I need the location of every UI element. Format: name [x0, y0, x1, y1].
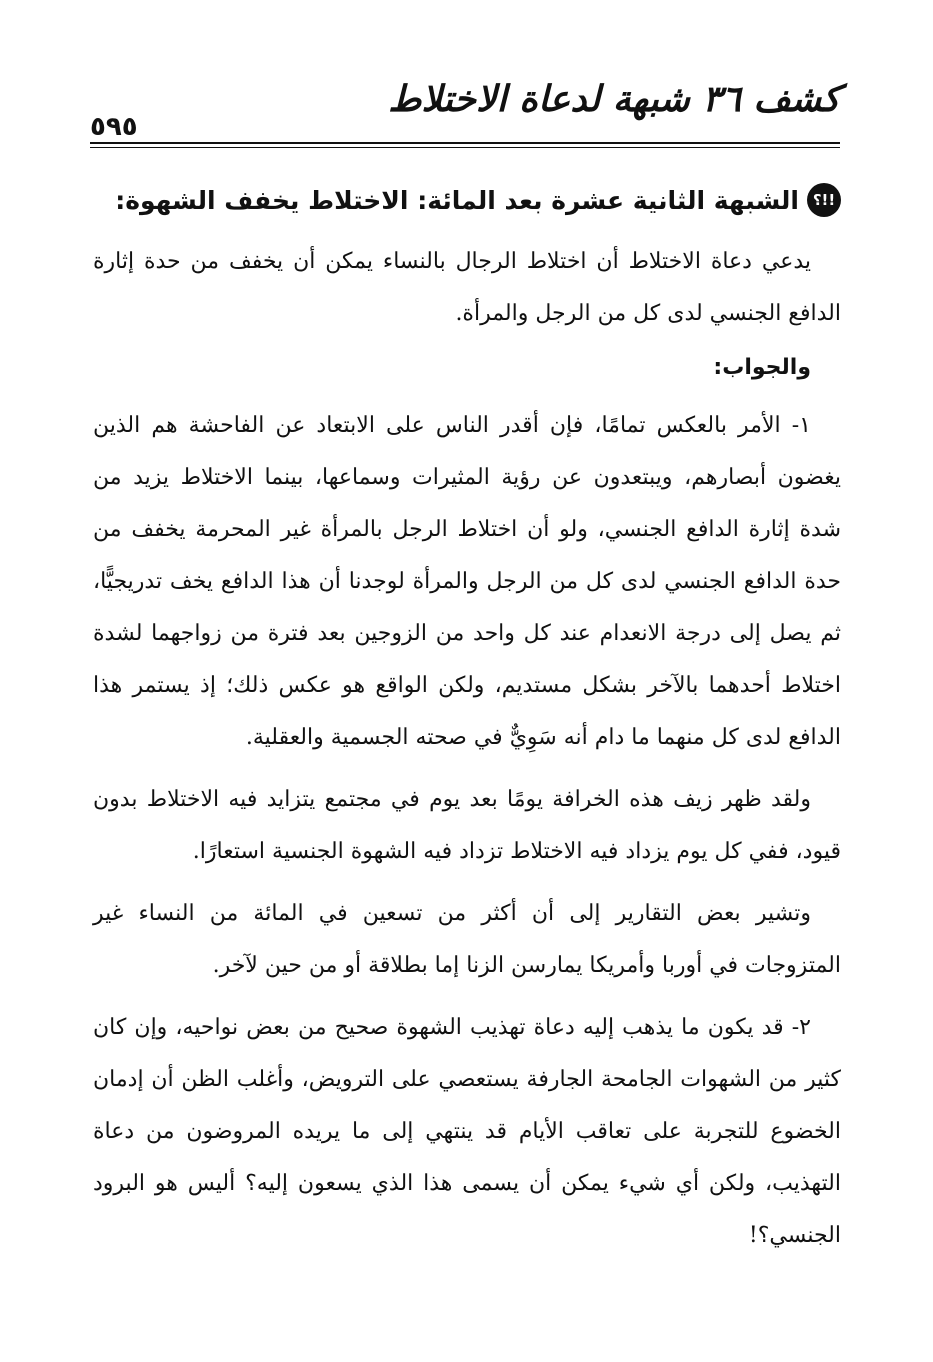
answer-label: والجواب: — [713, 355, 811, 380]
section-title: الشبهة الثانية عشرة بعد المائة: الاختلاط يخفف الشهوة: — [115, 185, 799, 215]
page-number: ٥٩٥ — [90, 112, 138, 142]
body-text — [93, 236, 841, 1262]
claim-paragraph: يدعي دعاة الاختلاط أن اختلاط الرجال بالنساء يمكن أن يخفف من حدة إثارة الدافع الجنسي لدى كل من الرجل والمرأة. — [93, 249, 841, 326]
point-1-paragraph: ١- الأمر بالعكس تمامًا، فإن أقدر الناس على الابتعاد عن الفاحشة هم الذين يغضون أبصارهم، ويبتعدون عن رؤية المثيرات وسماعها، بينما الاختلاط يزيد من شدة إثارة الدافع الجنسي، ولو أن اختلاط الرجل بالمرأة غير المحرمة يخفف من حدة الدافع الجنسي لدى كل من الرجل والمرأة لوجدنا أن هذا الدافع يخف تدريجيًّا، ثم يصل إلى درجة الانعدام عند كل واحد من الزوجين بعد فترة من زواجهما لشدة اختلاط أحدهما بالآخر بشكل مستديم، ولكن الواقع هو عكس ذلك؛ إذ يستمر هذا الدافع لدى كل منهما ما دام أنه سَوِيٌّ في صحته الجسمية والعقلية. — [93, 413, 841, 750]
question-badge-icon: !!؟ — [807, 183, 841, 217]
point-2-paragraph: ٢- قد يكون ما يذهب إليه دعاة تهذيب الشهوة صحيح من بعض نواحيه، وإن كان كثير من الشهوات الجامحة الجارفة يستعصي على الترويض، وأغلب الظن أن إدمان الخضوع للتجربة على تعاقب الأيام قد ينتهي إلى ما يريده المروضون من دعاة التهذيب، ولكن أي شيء يمكن أن يسمى هذا الذي يسعون إليه؟ أليس هو البرود الجنسي؟! — [93, 1015, 841, 1248]
book-title: كشف ٣٦ شبهة لدعاة الاختلاط — [388, 78, 840, 120]
paragraph-2: ولقد ظهر زيف هذه الخرافة يومًا بعد يوم في مجتمع يتزايد فيه الاختلاط بدون قيود، ففي كل يوم يزداد فيه الاختلاط تزداد فيه الشهوة الجنسية استعارًا. — [93, 787, 841, 864]
header-rule — [90, 142, 840, 144]
paragraph-3: وتشير بعض التقارير إلى أن أكثر من تسعين في المائة من النساء غير المتزوجات في أوربا وأمريكا يمارسن الزنا إما بطلاقة أو من حين لآخر. — [93, 901, 841, 978]
running-header — [90, 70, 840, 150]
section-heading — [115, 175, 841, 225]
header-rule-thin — [90, 147, 840, 148]
